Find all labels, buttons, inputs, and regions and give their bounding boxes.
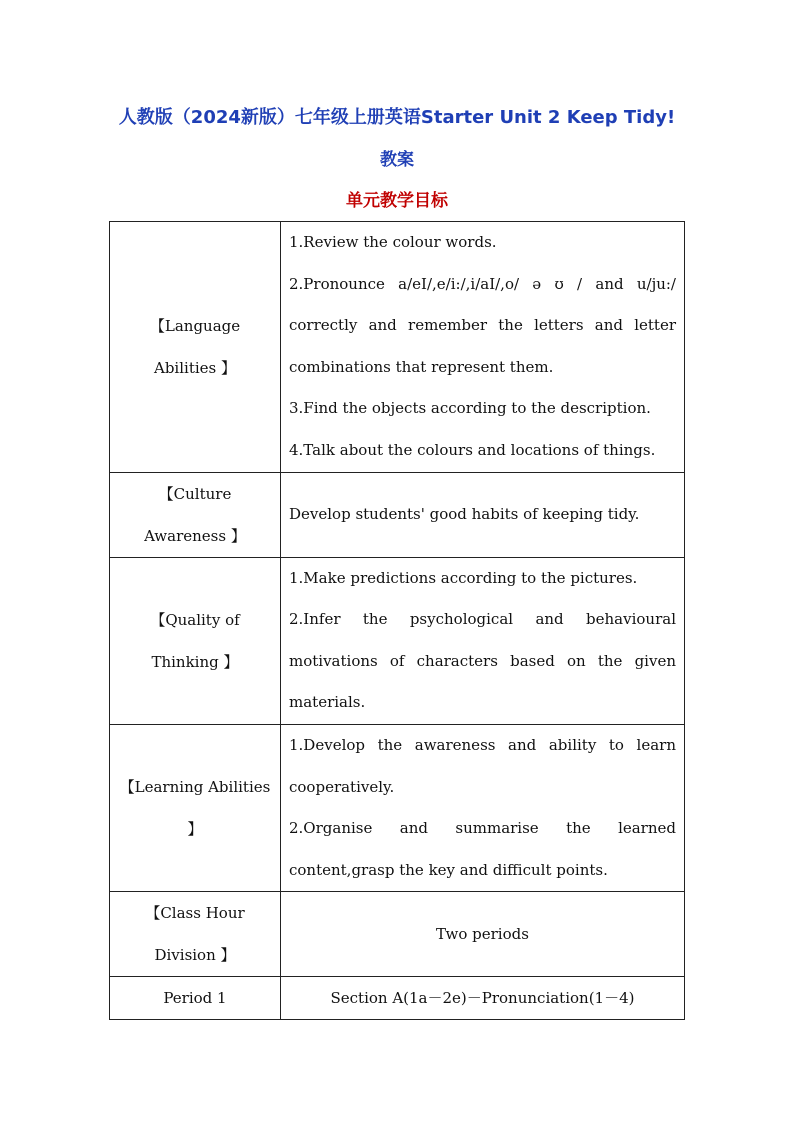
row-label <box>110 724 281 891</box>
row-content <box>281 557 685 724</box>
content-line: 2.Organise and summarise the learned <box>289 819 676 838</box>
content-line: correctly and remember the letters and letter <box>289 316 676 335</box>
content-line: 3.Find the objects according to the description. <box>289 399 651 418</box>
row-label <box>110 472 281 557</box>
content-line: cooperatively. <box>289 777 395 796</box>
content-line: content,grasp the key and difficult points. <box>289 860 608 879</box>
row-content <box>281 724 685 891</box>
content-line: 1.Review the colour words. <box>289 233 497 251</box>
teaching-objectives-table <box>109 221 685 1020</box>
content-line: combinations that represent them. <box>289 357 554 376</box>
content-line: 4.Talk about the colours and locations of things. <box>289 440 656 459</box>
content-line: Two periods <box>436 924 529 943</box>
content-line: motivations of characters based on the given <box>289 651 676 670</box>
row-content <box>281 977 685 1020</box>
row-label-line: 【Language <box>149 316 241 335</box>
row-label-line: Division 】 <box>154 946 236 965</box>
content-line: 1.Develop the awareness and ability to learn <box>289 735 676 754</box>
row-label <box>110 222 281 473</box>
table-row <box>110 892 685 977</box>
row-label <box>110 892 281 977</box>
row-label-line: Abilities 】 <box>154 358 236 377</box>
table-row <box>110 472 685 557</box>
table-row <box>110 222 685 473</box>
row-content <box>281 892 685 977</box>
row-label-line: 【Class Hour <box>145 904 245 923</box>
row-label-line: 【Learning Abilities 】 <box>119 778 271 839</box>
table-row <box>110 977 685 1020</box>
row-label-line: Thinking 】 <box>151 652 239 671</box>
content-line: Section A(1a－2e)－Pronunciation(1－4) <box>330 988 635 1007</box>
table-row <box>110 557 685 724</box>
content-line: Develop students' good habits of keeping tidy. <box>289 504 640 523</box>
row-label-line: 【Quality of <box>150 610 240 629</box>
row-content <box>281 222 685 473</box>
content-line: 2.Pronounce a/eI/,e/i:/,i/aI/,o/ ə ʊ / and u/ju:/ <box>289 274 676 293</box>
content-line: 2.Infer the psychological and behavioural <box>289 610 676 629</box>
row-label <box>110 557 281 724</box>
row-label-line: 【Culture <box>158 484 232 503</box>
row-label <box>110 977 281 1020</box>
section-heading: 单元教学目标 <box>346 191 448 211</box>
content-line: materials. <box>289 693 366 712</box>
document-title-continued: 教案 <box>380 150 414 170</box>
row-content <box>281 472 685 557</box>
document-title: 人教版（2024新版）七年级上册英语Starter Unit 2 Keep Tidy! <box>118 107 676 128</box>
row-label-line: Period 1 <box>163 989 227 1008</box>
row-label-line: Awareness 】 <box>144 526 246 545</box>
content-line: 1.Make predictions according to the pictures. <box>289 568 638 587</box>
table-row <box>110 724 685 891</box>
